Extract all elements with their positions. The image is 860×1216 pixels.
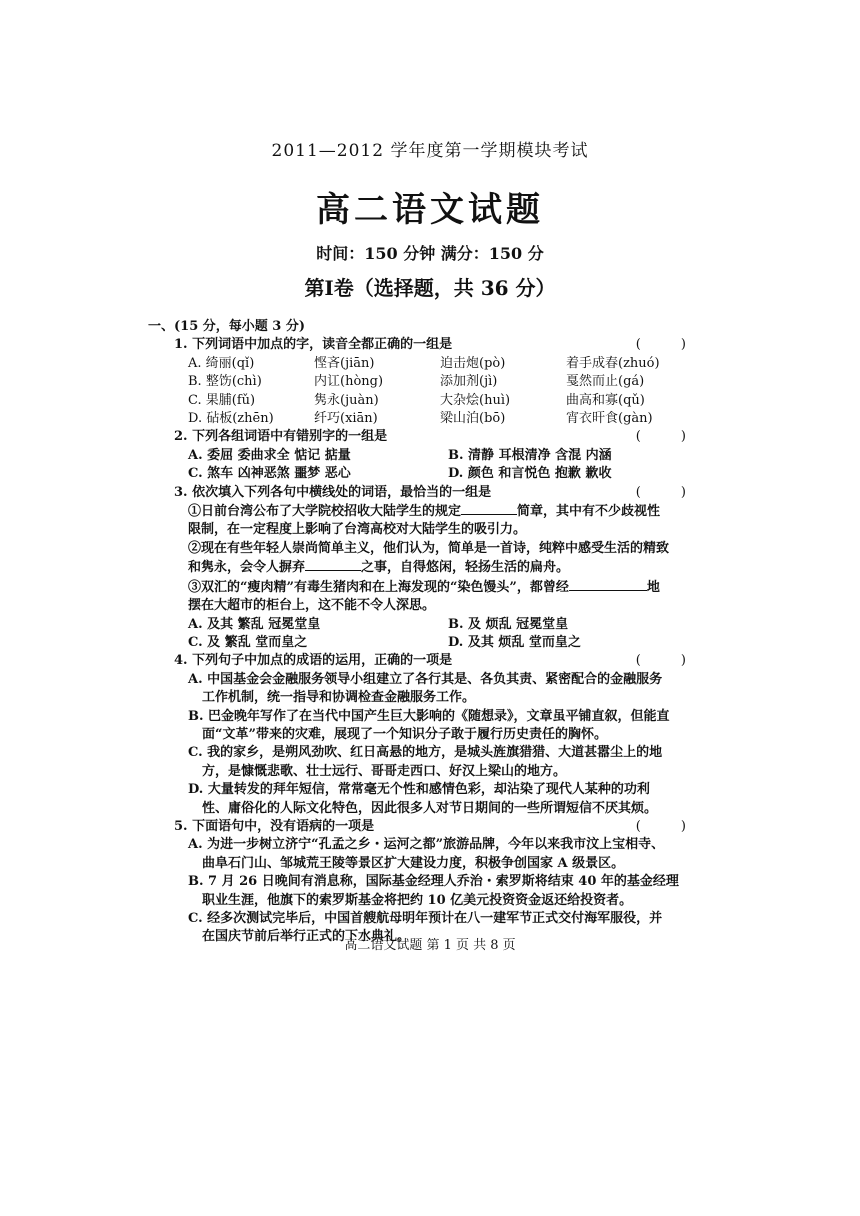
choice-text: B. 巴金晚年写作了在当代中国产生巨大影响的《随想录》，文章虽平铺直叙，但能直 (188, 708, 670, 724)
fill-blank (569, 578, 647, 591)
option-cell: D. 颜色 和言悦色 抱歉 歉收 (448, 466, 612, 482)
option-cell: 着手成春(zhuó) (566, 355, 660, 371)
choice-text: C. 我的家乡，是朔风劲吹、红日高悬的地方，是城头旌旗猎猎、大道甚嚣尘上的地 (188, 745, 663, 761)
answer-bracket: ( ) (635, 484, 704, 500)
sentence-3 (152, 578, 712, 616)
option-cell: 曲高和寡(qǔ) (566, 392, 645, 408)
sentence-text: 地 (646, 579, 660, 595)
question-3-stem: 3. 依次填入下列各句中横线处的词语，最恰当的一组是 (174, 484, 492, 500)
question-4-stem: 4. 下列句子中加点的成语的运用，正确的一项是 (174, 653, 453, 669)
choice-b (152, 873, 712, 910)
option-cell: 悭吝(jiān) (314, 355, 375, 371)
sentence-text: ①日前台湾公布了大学院校招收大陆学生的规定 (188, 504, 462, 520)
answer-bracket: ( ) (635, 429, 704, 445)
choice-text: 性、庸俗化的人际文化特色，因此很多人对节日期间的一些所谓短信不厌其烦。 (202, 800, 658, 816)
page-title: 高二语文试题 (316, 190, 544, 230)
choice-c (152, 744, 712, 781)
option-cell: 内讧(hòng) (314, 374, 384, 390)
choice-text: C. 经多次测试完毕后，中国首艘航母明年预计在八一建军节正式交付海军服役，并 (188, 911, 663, 926)
sentence-text: ②现在有些年轻人崇尚简单主义，他们认为，简单是一首诗，纯粹中感受生活的精致 (188, 540, 670, 556)
question-2-options (152, 447, 712, 484)
option-cell: 大杂烩(huì) (440, 392, 511, 408)
sentence-text: ③双汇的“瘦肉精”有毒生猪肉和在上海发现的“染色馒头”，都曾经 (188, 579, 569, 595)
option-cell: A. 及其 繁乱 冠冕堂皇 (188, 616, 321, 632)
sentence-text: 摆在大超市的柜台上，这不能不令人深思。 (188, 598, 436, 614)
option-cell: A. 绮丽(qǐ) (188, 355, 255, 371)
question-2 (152, 428, 712, 483)
option-cell: 隽永(juàn) (314, 392, 379, 408)
fill-blank (461, 502, 517, 515)
question-1 (152, 336, 712, 428)
option-cell: A. 委屈 委曲求全 惦记 掂量 (188, 447, 351, 463)
option-cell: 梁山泊(bō) (440, 411, 506, 427)
option-cell: B. 清静 耳根清净 含混 内涵 (448, 447, 612, 463)
choice-text: 面“文革”带来的灾难，展现了一个知识分子敢于履行历史责任的胸怀。 (202, 726, 607, 742)
question-1-stem: 1. 下列词语中加点的字，读音全都正确的一组是 (174, 337, 453, 353)
option-cell: D. 砧板(zhēn) (188, 411, 274, 427)
option-cell: 宵衣旰食(gàn) (566, 411, 653, 427)
choice-text: 职业生涯，他旗下的索罗斯基金将把约 10 亿美元投资资金返还给投资者。 (202, 892, 633, 908)
page-footer: 高二语文试题 第 1 页 共 8 页 (344, 938, 516, 953)
fill-blank (305, 558, 361, 571)
question-1-options (152, 355, 712, 429)
choice-b (152, 708, 712, 745)
option-cell: D. 及其 烦乱 堂而皇之 (448, 634, 581, 650)
choice-text: D. 大量转发的拜年短信，常常毫无个性和感情色彩，却沾染了现代人某种的功利 (188, 782, 650, 798)
choice-text: 在国庆节前后举行正式的下水典礼。 (202, 929, 411, 945)
answer-bracket: ( ) (635, 653, 704, 669)
exam-meta: 时间：150 分钟 满分：150 分 (316, 244, 544, 263)
option-cell: C. 煞车 凶神恶煞 噩梦 恶心 (188, 466, 351, 482)
question-5-stem: 5. 下面语句中，没有语病的一项是 (174, 818, 375, 834)
part-heading: 一、(15 分，每小题 3 分) (148, 319, 306, 334)
choice-d (152, 781, 712, 818)
sentence-text: 简章，其中有不少歧视性 (517, 504, 661, 520)
choice-text: A. 中国基金会金融服务领导小组建立了各行其是、各负其责、紧密配合的金融服务 (188, 671, 663, 687)
sentence-1 (152, 502, 712, 540)
answer-bracket: ( ) (635, 818, 704, 834)
option-cell: B. 整饬(chì) (188, 374, 262, 390)
option-cell: 添加剂(jì) (440, 374, 498, 390)
sentence-2 (152, 540, 712, 578)
questions (148, 318, 712, 947)
question-3 (152, 484, 712, 653)
choice-a (152, 671, 712, 708)
exam-name: 2011—2012 学年度第一学期模块考试 (271, 141, 589, 161)
choice-text: B. 7 月 26 日晚间有消息称，国际基金经理人乔治・索罗斯将结束 40 年的基金经理 (188, 874, 679, 890)
option-cell: C. 果脯(fǔ) (188, 392, 256, 408)
option-cell: B. 及 烦乱 冠冕堂皇 (448, 616, 569, 632)
question-3-options (152, 616, 712, 653)
choice-a (152, 836, 712, 873)
sentence-text: 和隽永，会令人摒弃 (188, 560, 306, 576)
option-cell: 迫击炮(pò) (440, 355, 506, 371)
choice-text: 工作机制，统一指导和协调检查金融服务工作。 (202, 690, 476, 706)
sentence-text: 限制，在一定程度上影响了台湾高校对大陆学生的吸引力。 (188, 522, 527, 538)
sentence-text: 之事，自得悠闲，轻扬生活的扁舟。 (361, 560, 570, 576)
question-4 (152, 652, 712, 818)
choice-text: 曲阜石门山、邹城荒王陵等景区扩大建设力度，积极争创国家 A 级景区。 (202, 855, 625, 871)
section-title: 第Ⅰ卷（选择题，共 36 分） (304, 276, 556, 300)
option-cell: 纤巧(xiān) (314, 411, 378, 427)
option-cell: C. 及 繁乱 堂而皇之 (188, 634, 308, 650)
question-2-stem: 2. 下列各组词语中有错别字的一组是 (174, 429, 388, 445)
answer-bracket: ( ) (635, 337, 704, 353)
choice-text: A. 为进一步树立济宁“孔孟之乡・运河之都”旅游品牌，今年以来我市汶上宝相寺、 (188, 837, 665, 853)
choice-text: 方，是慷慨悲歌、壮士远行、哥哥走西口、好汉上梁山的地方。 (202, 763, 567, 779)
option-cell: 戛然而止(gá) (566, 374, 645, 390)
question-5 (152, 818, 712, 947)
